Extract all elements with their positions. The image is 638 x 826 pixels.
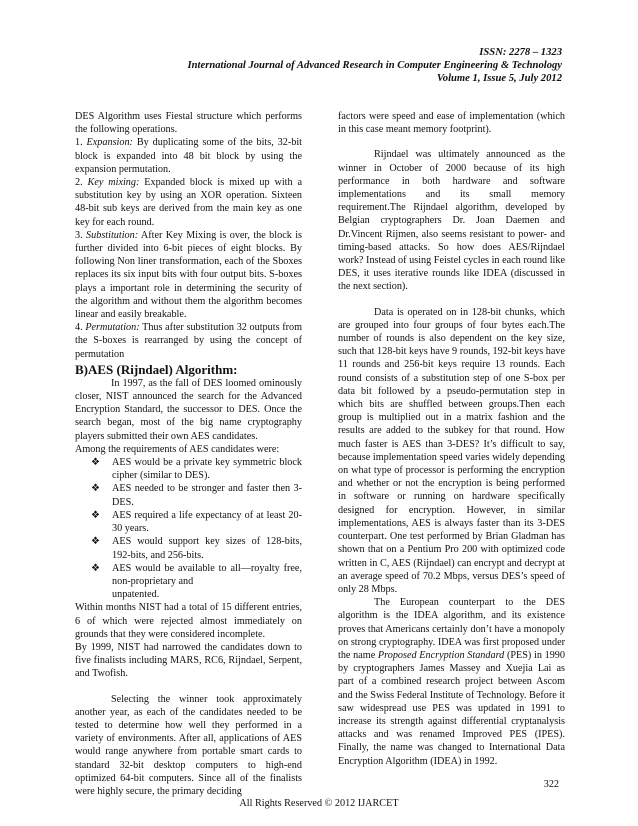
op-number: 4.	[75, 322, 86, 334]
list-item	[87, 482, 302, 508]
aes-history-paragraph: In 1997, as the fall of DES loomed ominously closer, NIST announced the search for the Advanced Encryption Standard, the successor to DES. Once the search began, most of the big name cryptography players submitted their own AES candidates.	[75, 377, 302, 442]
pes-name: Proposed Encryption Standard	[377, 649, 505, 661]
bullet-tail-text: unpatented.	[112, 589, 160, 601]
des-operation-substitution	[75, 229, 302, 321]
deciding-factors-paragraph: factors were speed and ease of implementation (which in this case meant memory footprint).	[338, 111, 565, 136]
list-item	[87, 562, 302, 588]
diamond-bullet-icon: ❖	[91, 536, 100, 548]
list-item-text: AES needed to be stronger and faster then 3-DES.	[112, 483, 302, 508]
op-label: Substitution:	[86, 229, 139, 241]
list-item-text: AES would support key sizes of 128-bits, 192-bits, and 256-bits.	[112, 536, 302, 561]
diamond-bullet-icon: ❖	[91, 457, 100, 469]
paragraph-gap	[338, 294, 565, 306]
volume-line: Volume 1, Issue 5, July 2012	[436, 73, 562, 84]
page-number: 322	[543, 779, 559, 790]
copyright-footer: All Rights Reserved © 2012 IJARCET	[239, 798, 399, 809]
journal-title: International Journal of Advanced Research in Computer Engineering & Technology	[187, 60, 562, 71]
list-item-text: AES required a life expectancy of at least 20-30 years.	[112, 509, 302, 535]
list-item	[87, 509, 302, 535]
aes-rounds-paragraph: Data is operated on in 128-bit chunks, which are grouped into four groups of four bytes each.The number of rounds is also dependent on the key size, such that 128-bit keys have 9 rounds, 192-bit keys have 11 rounds and 256-bit keys require 13 rounds. Each round consists of a substitution step of one S-box per data bit followed by a pseudo-permutation step in which bits are shuffled between groups.Then each group is multiplied out in a matrix fashion and the results are added to the subkey for that round. How much faster is AES than 3-DES? It’s difficult to say, because implementation speed varies widely depending on what type of processor is performing the encryption and whether or not the encryption is being performed in software or running on hardware specifically designed for encryption. However, in similar implementations, AES is always faster than its 3-DES counterpart. One test performed by Brian Gladman has shown that on a Pentium Pro 200 with optimized code written in C, AES (Rijndael) can encrypt and decrypt at an average speed of 70.2 Mbps, versus DES’s speed of only 28 Mbps.	[338, 306, 565, 595]
left-column	[75, 110, 302, 798]
nist-entries-paragraph: Within months NIST had a total of 15 different entries, 6 of which were rejected almost immediately on grounds that they were considered incomplete.	[75, 602, 302, 640]
des-operation-expansion	[75, 136, 302, 176]
list-item-text: AES would be available to all—royalty free, non-proprietary and	[112, 562, 302, 587]
right-column	[338, 110, 565, 768]
list-item	[87, 535, 302, 561]
des-operation-permutation	[75, 321, 302, 361]
op-number: 1.	[75, 137, 87, 149]
op-label: Permutation:	[85, 322, 140, 334]
idea-paragraph	[338, 596, 565, 768]
aes-requirements-list	[75, 456, 302, 588]
op-number: 3.	[75, 229, 87, 241]
op-text: Expanded block is mixed up with a substitution key by using an XOR operation. Sixteen 48-bit sub keys are derived from the main key as one key for each round.	[75, 177, 302, 228]
op-text: After Key Mixing is over, the block is further divided into 6-bit pieces of eight blocks. By following Non liner transformation, each of the Sboxes replaces its six input bits with four output bits. S-boxes plays a important role in determining the security of the algorithm and without them the algorithm becomes linear and easily breakable.	[75, 229, 302, 321]
des-intro-paragraph: DES Algorithm uses Fiestal structure which performs the following operations.	[75, 111, 302, 136]
journal-header	[188, 46, 562, 85]
rijndael-winner-paragraph: Rijndael was ultimately announced as the winner in October of 2000 because of its high performance in both hardware and software implementations and its small memory requirement.The Rijndael algorithm, developed by Belgian cryptographers Dr. Joan Daemen and Dr.Vincent Rijmen, also seems resistant to power- and timing-based attacks. So how does AES/Rijndael work? Instead of using Feistel cycles in each round like DES, it uses iterative rounds like IDEA (discussed in the next section).	[338, 149, 565, 293]
op-number: 2.	[75, 177, 88, 189]
op-label: Expansion:	[86, 137, 133, 149]
aes-requirements-intro: Among the requirements of AES candidates were:	[75, 443, 280, 455]
issn-line: ISSN: 2278 – 1323	[479, 47, 562, 58]
op-text: By duplicating some of the bits, 32-bit block is expanded into 48 bit block by using the expansion permutation.	[75, 137, 303, 175]
op-label: Key mixing:	[87, 177, 140, 189]
des-operation-key-mixing	[75, 176, 302, 229]
idea-text-start: The European counterpart to the DES algorithm is the IDEA algorithm, and its existence proves that Americans certainly don’t have a monopoly on strong cryptography. IDEA was first proposed under the name	[338, 597, 565, 661]
op-text: Thus after substitution 32 outputs from the S-boxes is rearranged by using the concept of permutation	[75, 322, 303, 360]
aes-section-heading: B)AES (Rijndael) Algorithm:	[75, 361, 238, 377]
diamond-bullet-icon: ❖	[91, 483, 100, 495]
selection-paragraph: Selecting the winner took approximately another year, as each of the candidates needed to be tested to determine how well they performed in a variety of environments. After all, applications of AES would range anywhere from portable smart cards to standard 32-bit desktop computers to high-end optimized 64-bit computers. Since all of the finalists were highly secure, the primary deciding	[75, 693, 302, 797]
diamond-bullet-icon: ❖	[91, 562, 100, 574]
list-item-text: AES would be a private key symmetric block cipher (similar to DES).	[112, 457, 302, 482]
idea-text-end: (PES) in 1990 by cryptographers James Massey and Xuejia Lai as part of a combined research project between Ascom and the Swiss Federal Institute of Technology. Before it saw widespread use PES was updated in 1991 to increase its strength against differential cryptanalysis attacks and was renamed Improved PES (IPES). Finally, the name was changed to International Data Encryption Algorithm (IDEA) in 1992.	[338, 649, 565, 767]
diamond-bullet-icon: ❖	[91, 509, 100, 521]
paragraph-gap	[338, 136, 565, 148]
paragraph-gap	[75, 681, 302, 693]
list-item	[87, 456, 302, 482]
finalists-paragraph: By 1999, NIST had narrowed the candidates down to five finalists including MARS, RC6, Rijndael, Serpent, and Twofish.	[75, 641, 302, 680]
